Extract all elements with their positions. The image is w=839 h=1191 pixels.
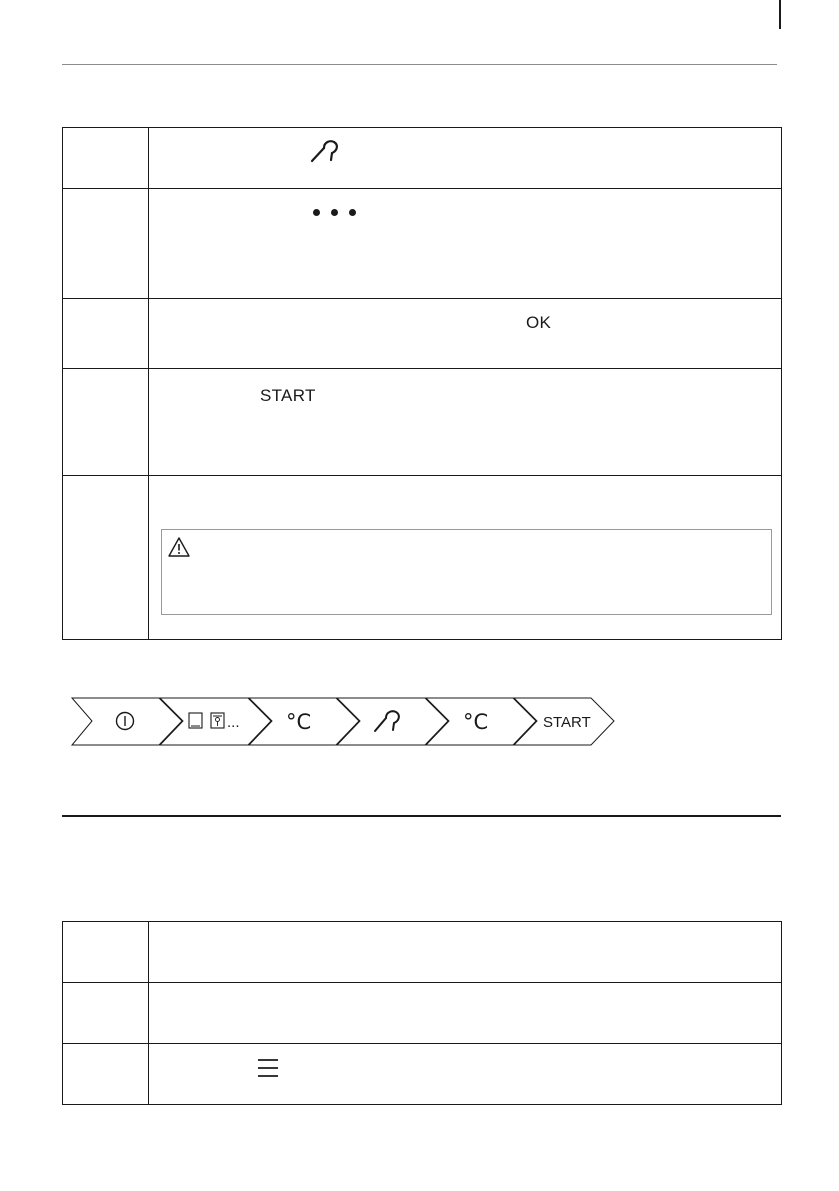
table-row — [63, 1044, 782, 1105]
flow-step-suffix: ... — [227, 714, 240, 731]
step-text-cell — [149, 189, 782, 299]
temperature-symbol: °C — [463, 710, 489, 734]
step-text-cell — [149, 369, 782, 476]
procedure-flow — [70, 697, 620, 747]
ok-button-symbol: OK — [526, 313, 552, 332]
table-row — [63, 128, 782, 189]
more-dots-icon — [313, 209, 356, 216]
header-rule — [62, 64, 777, 65]
table-row — [63, 299, 782, 369]
step-text-cell — [149, 983, 782, 1044]
table-row — [63, 922, 782, 983]
probe-icon — [310, 139, 344, 163]
flow-chevrons — [70, 697, 620, 747]
step-number-cell — [63, 189, 149, 299]
table-row — [63, 369, 782, 476]
step-text-cell — [149, 922, 782, 983]
step-number-cell — [63, 983, 149, 1044]
step-number-cell — [63, 922, 149, 983]
steps-table-1 — [62, 127, 782, 640]
steps-table-2 — [62, 921, 782, 1105]
flow-step-power — [72, 698, 182, 745]
step-number-cell — [63, 299, 149, 369]
step-text-cell — [149, 128, 782, 189]
start-button-symbol: START — [260, 386, 316, 405]
step-text-cell — [149, 1044, 782, 1105]
temperature-symbol: °C — [286, 710, 312, 734]
step-text-cell — [149, 476, 782, 640]
step-number-cell — [63, 128, 149, 189]
step-number-cell — [63, 476, 149, 640]
page-edge-marker — [779, 0, 781, 29]
step-number-cell — [63, 369, 149, 476]
section-rule — [62, 815, 781, 817]
menu-icon — [256, 1058, 280, 1078]
table-row — [63, 983, 782, 1044]
table-row — [63, 476, 782, 640]
warning-box — [161, 529, 772, 615]
step-number-cell — [63, 1044, 149, 1105]
step-text-cell — [149, 299, 782, 369]
table-row — [63, 189, 782, 299]
start-label: START — [543, 714, 591, 731]
warning-triangle-icon — [167, 536, 191, 558]
